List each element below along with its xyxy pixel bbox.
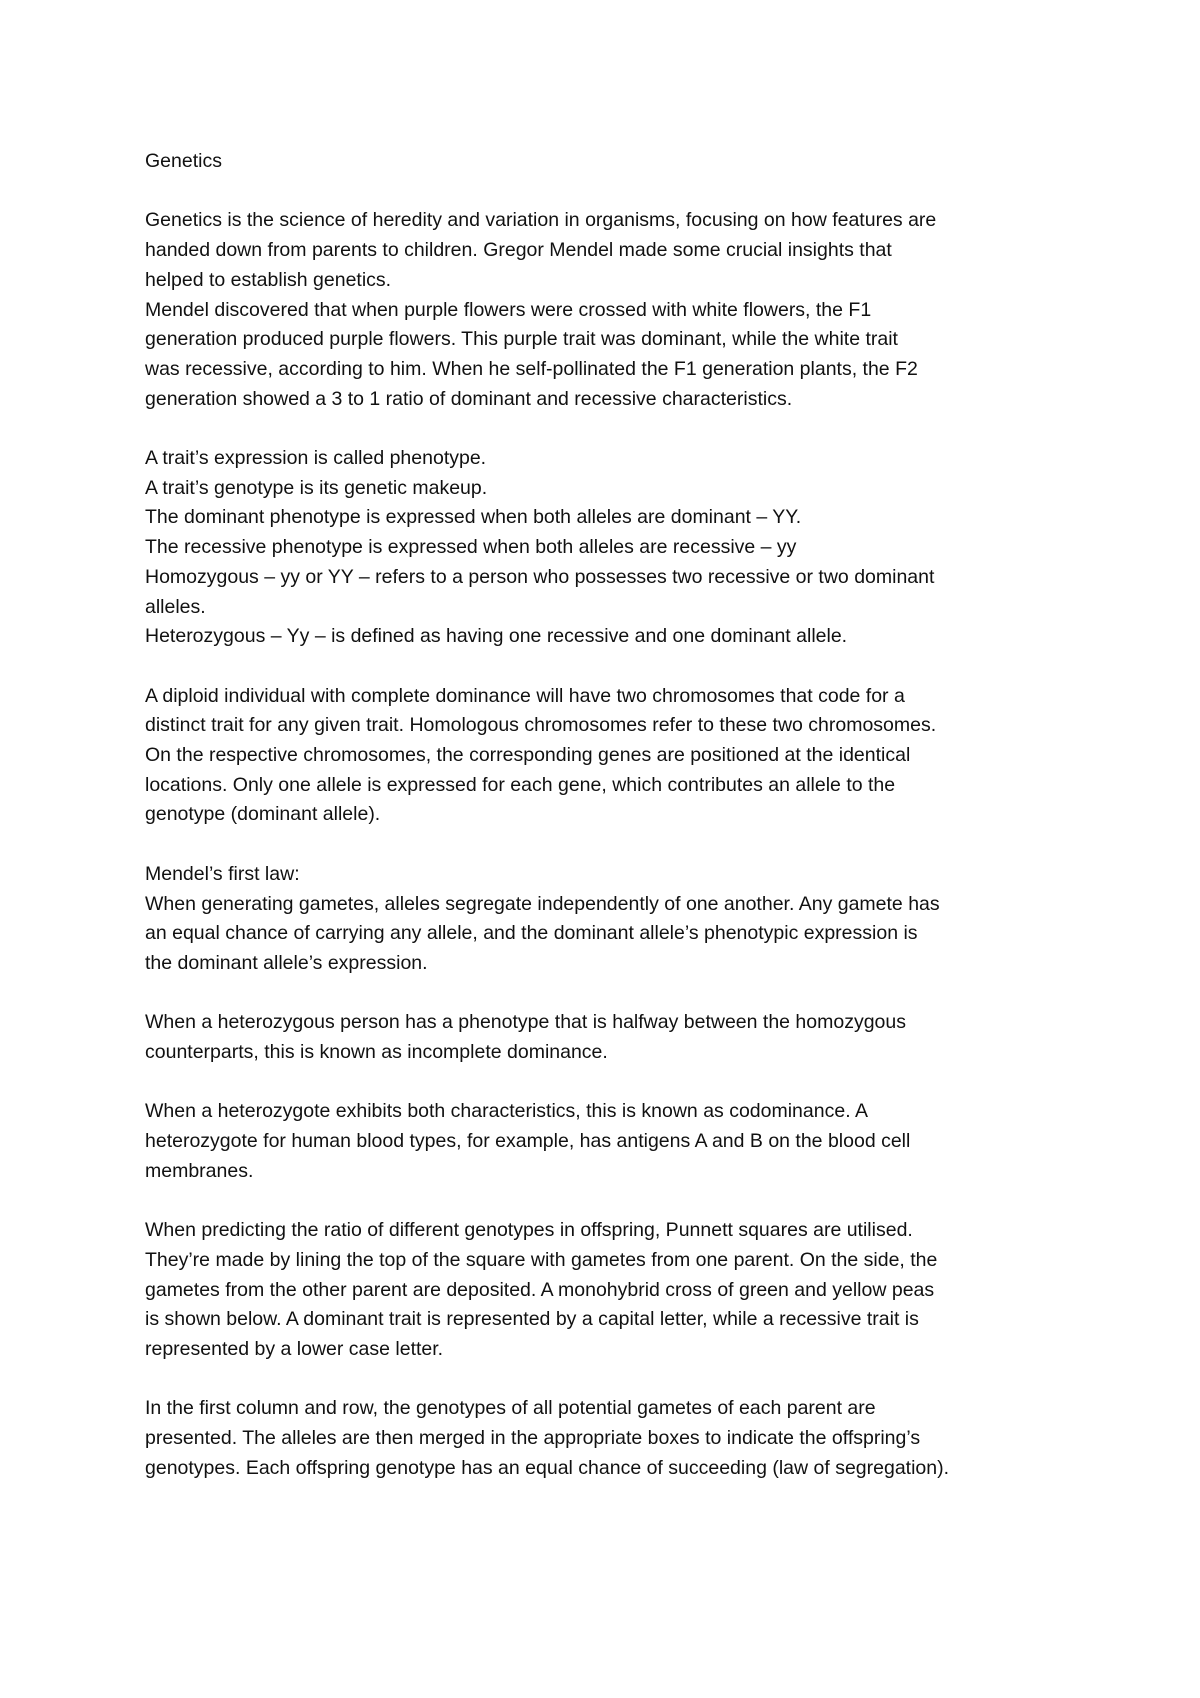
text-line: When a heterozygous person has a phenotype that is halfway between the homozygous xyxy=(145,1011,906,1034)
text-line: handed down from parents to children. Gregor Mendel made some crucial insights that xyxy=(145,239,892,262)
text-line: generation produced purple flowers. This purple trait was dominant, while the white trait xyxy=(145,328,898,351)
text-line: In the first column and row, the genotypes of all potential gametes of each parent are xyxy=(145,1397,876,1420)
paragraph-codominance xyxy=(145,1097,1080,1186)
text-line: Mendel’s first law: xyxy=(145,862,300,885)
text-line: On the respective chromosomes, the corresponding genes are positioned at the identical xyxy=(145,744,911,767)
paragraph-diploid xyxy=(145,682,1080,831)
text-line: represented by a lower case letter. xyxy=(145,1338,444,1361)
text-line: an equal chance of carrying any allele, and the dominant allele’s phenotypic expression is xyxy=(145,922,918,945)
text-line: Homozygous – yy or YY – refers to a person who possesses two recessive or two dominant xyxy=(145,565,935,588)
text-line: generation showed a 3 to 1 ratio of dominant and recessive characteristics. xyxy=(145,387,793,410)
text-line: helped to establish genetics. xyxy=(145,268,392,291)
text-line: Mendel discovered that when purple flowers were crossed with white flowers, the F1 xyxy=(145,298,872,321)
text-line: membranes. xyxy=(145,1159,254,1182)
text-line: A diploid individual with complete dominance will have two chromosomes that code for a xyxy=(145,684,905,707)
text-line: genotype (dominant allele). xyxy=(145,803,381,826)
text-line: alleles. xyxy=(145,595,206,618)
paragraph-punnett xyxy=(145,1216,1080,1365)
text-line: heterozygote for human blood types, for example, has antigens A and B on the blood cell xyxy=(145,1130,911,1153)
text-line: is shown below. A dominant trait is represented by a capital letter, while a recessive trait is xyxy=(145,1308,919,1331)
text-line: The dominant phenotype is expressed when both alleles are dominant – YY. xyxy=(145,506,802,529)
document-title: Genetics xyxy=(145,150,222,172)
text-line: the dominant allele’s expression. xyxy=(145,951,428,974)
text-line: gametes from the other parent are deposited. A monohybrid cross of green and yellow peas xyxy=(145,1278,935,1301)
text-line: counterparts, this is known as incomplete dominance. xyxy=(145,1041,608,1064)
text-line: Genetics is the science of heredity and variation in organisms, focusing on how features are xyxy=(145,209,937,232)
text-line: presented. The alleles are then merged in the appropriate boxes to indicate the offspring’s xyxy=(145,1427,921,1450)
text-line: When generating gametes, alleles segregate independently of one another. Any gamete has xyxy=(145,892,940,915)
paragraph-gametes xyxy=(145,1394,1080,1483)
text-line: A trait’s genotype is its genetic makeup. xyxy=(145,476,488,499)
text-line: genotypes. Each offspring genotype has an equal chance of succeeding (law of segregation). xyxy=(145,1456,950,1479)
text-line: A trait’s expression is called phenotype. xyxy=(145,447,487,469)
text-line: locations. Only one allele is expressed for each gene, which contributes an allele to the xyxy=(145,773,896,796)
text-line: They’re made by lining the top of the square with gametes from one parent. On the side, the xyxy=(145,1248,938,1271)
text-line: The recessive phenotype is expressed when both alleles are recessive – yy xyxy=(145,536,797,559)
text-line: Heterozygous – Yy – is defined as having one recessive and one dominant allele. xyxy=(145,625,848,648)
paragraph-definitions xyxy=(145,444,1080,652)
text-line: When predicting the ratio of different genotypes in offspring, Punnett squares are utilised. xyxy=(145,1219,913,1242)
paragraph-first-law xyxy=(145,860,1080,979)
text-line: was recessive, according to him. When he self-pollinated the F1 generation plants, the F2 xyxy=(145,357,918,380)
text-line: When a heterozygote exhibits both characteristics, this is known as codominance. A xyxy=(145,1100,868,1123)
text-line: distinct trait for any given trait. Homologous chromosomes refer to these two chromosomes. xyxy=(145,714,937,737)
paragraph-intro xyxy=(145,206,1080,414)
paragraph-incomplete-dominance xyxy=(145,1008,1080,1067)
